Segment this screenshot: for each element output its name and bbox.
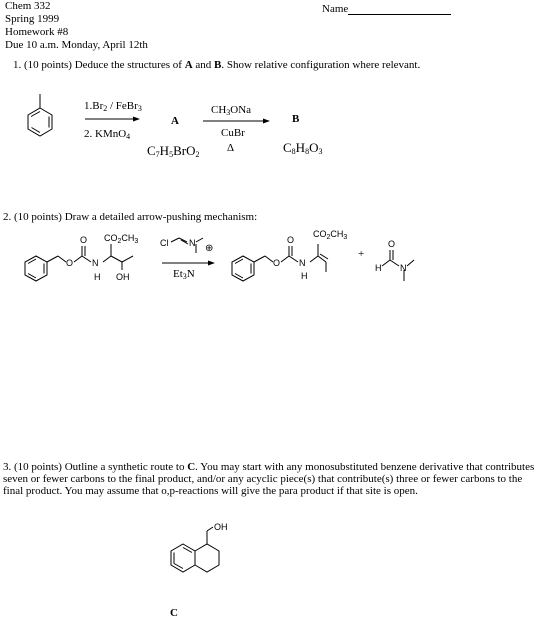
q1-step2-heat: Δ [227, 142, 235, 154]
q2-plus-sign: + [358, 248, 365, 260]
q2-dmf-hydrogen: H [375, 263, 382, 273]
q2-sm-nh-hydrogen: H [94, 272, 101, 282]
q2-product-ester-oxygen: O [273, 258, 281, 268]
q2-sm-ester-oxygen: O [66, 258, 74, 268]
q2-product-nh-hydrogen: H [301, 271, 308, 281]
q3-prompt: 3. (10 points) Outline a synthetic route to C. You may start with any monosubstituted benzene derivative that contributes seven or fewer carbons to the final product, and/or any acyclic piece(s) that contribute(s) three or fewer carbons to the final product. You may assume that o,p-reactions will give the para product if that site is open. [3, 461, 535, 497]
compound-b-formula: $C_8H_8O_3$ [283, 140, 323, 156]
q2-sm-nitrogen: N [92, 258, 99, 268]
q2-sm-carbonyl-oxygen: O [80, 235, 88, 245]
compound-a-label: A [171, 115, 179, 127]
q2-product-carbonyl-oxygen: O [287, 235, 295, 245]
q1-prompt: 1. (10 points) Deduce the structures of A and B. Show relative configuration where relevant. [13, 59, 421, 71]
q1-step1-reagent-1: $1.Br_2$ / FeBr$_3$ [84, 100, 142, 113]
homework-number: Homework #8 [5, 26, 69, 38]
course-title: Chem 332 [5, 0, 51, 12]
q3-prompt-target: C [187, 461, 196, 473]
q1-prompt-compound-a: A [184, 59, 193, 71]
q1-prompt-compound-b: B [214, 59, 222, 71]
name-label: Name [322, 3, 349, 15]
q2-prompt: 2. (10 points) Draw a detailed arrow-pushing mechanism: [3, 211, 258, 223]
q2-dmf-nitrogen: N [400, 263, 407, 273]
q2-base-reagent: $Et_3N$ [173, 268, 195, 281]
q2-dmf-oxygen: O [388, 239, 396, 249]
q2-chlorine: Cl [160, 238, 169, 248]
q2-product-ester-group: $CO_2CH_3$ [313, 229, 348, 241]
q1-step2-reagent-1: $CH_3ONa$ [211, 104, 252, 117]
compound-b-label: B [292, 113, 300, 125]
q2-sm-ester-group: $CO_2CH_3$ [104, 233, 139, 245]
due-date: Due 10 a.m. Monday, April 12th [5, 39, 148, 51]
compound-c-hydroxyl: OH [214, 522, 228, 532]
term: Spring 1999 [5, 13, 60, 25]
q2-iminium-nitrogen: N [189, 238, 196, 248]
q2-sm-hydroxyl: OH [116, 272, 130, 282]
q2-positive-charge: ⊕ [205, 243, 214, 254]
q1-step2-reagent-2: CuBr [221, 127, 245, 139]
compound-a-formula: $C_7H_5BrO_2$ [147, 143, 200, 159]
compound-c-label: C [170, 607, 178, 619]
q1-step1-reagent-2: 2. KMnO$_4$ [84, 128, 131, 141]
q2-product-nitrogen: N [299, 258, 306, 268]
